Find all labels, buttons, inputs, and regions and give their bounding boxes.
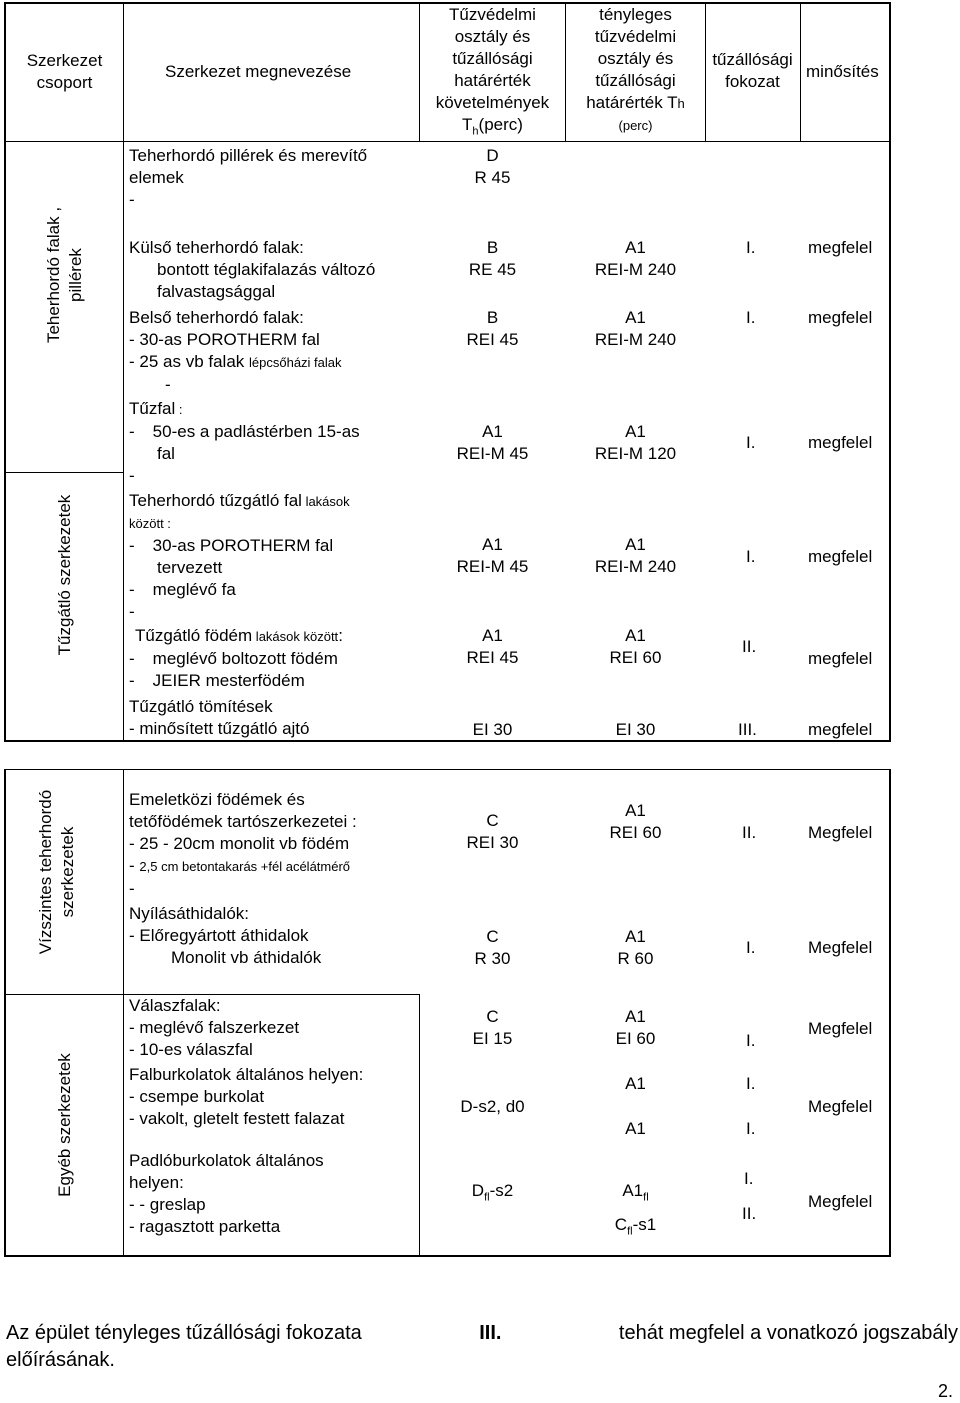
table2-border-bottom — [4, 1255, 891, 1257]
r6-grade: II. — [742, 637, 757, 656]
r10-grade: I. — [746, 1031, 756, 1050]
r1-required: D R 45 — [474, 146, 511, 187]
r3-grade: I. — [746, 308, 756, 327]
r11-required: D-s2, d0 — [460, 1097, 525, 1116]
r6-actual: A1 REI 60 — [609, 626, 662, 667]
r11-name: Falburkolatok általános helyen: - csempe burkolat - vakolt, gletelt festett falazat — [129, 1065, 364, 1128]
header-required: Tűzvédelmi osztály és tűzállósági határérték követelmények $T_h(perc)$ — [435, 5, 550, 138]
r7-actual: EI 30 — [615, 720, 656, 739]
r7-required: EI 30 — [472, 720, 513, 739]
r2-required: B RE 45 — [468, 238, 517, 279]
r7-grade: III. — [738, 720, 757, 739]
r11-actual-1: A1 — [625, 1074, 646, 1093]
r11-actual-2: A1 — [625, 1119, 646, 1138]
conclusion-paragraph: Az épület tényleges tűzállósági fokozata III. tehát megfelel a vonatkozó jogszabály előírásának. — [6, 1322, 958, 1371]
header-grade: tűzállósági fokozat — [712, 50, 793, 91]
r4-required: A1 REI-M 45 — [456, 422, 529, 463]
r3-required: B REI 45 — [466, 308, 519, 349]
r1-name: Teherhordó pillérek és merevítő elemek - — [129, 146, 368, 209]
header-group: Szerkezet csoport — [26, 51, 103, 92]
r12-grade-1: I. — [744, 1169, 754, 1188]
r5-required: A1 REI-M 45 — [456, 535, 529, 576]
r2-rating: megfelel — [808, 238, 873, 257]
r8-name: Emeletközi födémek és tetőfödémek tartószerkezetei : - 25 - 20cm monolit vb födém - 2,5 cm betontakarás +fél acélátmérő - — [129, 790, 357, 898]
r7-name: Tűzgátló tömítések - minősített tűzgátló ajtó — [129, 697, 310, 738]
r6-name: Tűzgátló födém lakások között: - meglévő boltozott födém - JEIER mesterfödém — [129, 626, 343, 690]
r2-name: Külső teherhordó falak: bontott téglakifalazás változó falvastagsággal — [129, 238, 376, 301]
table2-col-divider-1 — [123, 769, 124, 1257]
header-name: Szerkezet megnevezése — [165, 62, 352, 81]
r12-rating: Megfelel — [808, 1192, 873, 1211]
r5-name: Teherhordó tűzgátló fal lakások között : - 30-as POROTHERM fal tervezett - meglévő fa - — [129, 491, 350, 621]
table1-col-divider-1 — [123, 2, 124, 742]
r12-actual-2: $C_{fl}-s1$ — [614, 1215, 657, 1238]
r5-rating: megfelel — [808, 547, 873, 566]
table1-section-divider — [4, 472, 123, 473]
r9-grade: I. — [746, 938, 756, 957]
table1-border-left — [4, 2, 6, 742]
table1-border-right — [889, 2, 891, 742]
section-label-other-structures: Egyéb szerkezetek — [55, 1053, 74, 1197]
section-label-fire-barrier: Tűzgátló szerkezetek — [55, 494, 74, 656]
r10-name: Válaszfalak: - meglévő falszerkezet - 10-es válaszfal — [129, 996, 300, 1059]
r3-rating: megfelel — [808, 308, 873, 327]
r9-actual: A1 R 60 — [617, 927, 654, 968]
r5-actual: A1 REI-M 240 — [594, 535, 677, 576]
table2-border-left — [4, 769, 6, 1257]
r9-required: C R 30 — [474, 927, 511, 968]
section-label-bearing-walls: Teherhordó falak , pillérek — [44, 206, 85, 344]
r11-grade-2: I. — [746, 1119, 756, 1138]
r8-grade: II. — [742, 823, 757, 842]
r7-rating: megfelel — [808, 720, 873, 739]
r11-rating: Megfelel — [808, 1097, 873, 1116]
r4-rating: megfelel — [808, 433, 873, 452]
page-number: 2. — [938, 1381, 954, 1401]
r12-required: $D_{fl}-s2$ — [471, 1181, 514, 1204]
r5-grade: I. — [746, 547, 756, 566]
section-label-horizontal-structures: Vízszintes teherhordó szerkezetek — [36, 789, 77, 955]
r8-actual: A1 REI 60 — [609, 801, 662, 842]
header-actual: tényleges tűzvédelmi osztály és tűzállósági határérték Th (perc) — [586, 5, 685, 133]
r8-rating: Megfelel — [808, 823, 873, 842]
r9-rating: Megfelel — [808, 938, 873, 957]
r12-grade-2: II. — [742, 1204, 757, 1223]
r12-actual-1: $A1_{fl}$ — [622, 1181, 649, 1204]
r12-name: Padlóburkolatok általános helyen: - - greslap - ragasztott parketta — [129, 1151, 324, 1236]
r3-name: Belső teherhordó falak: - 30-as POROTHERM fal - 25 as vb falak lépcsőházi falak - — [129, 308, 342, 394]
r10-rating: Megfelel — [808, 1019, 873, 1038]
r10-actual: A1 EI 60 — [615, 1007, 656, 1048]
r4-grade: I. — [746, 433, 756, 452]
r4-actual: A1 REI-M 120 — [594, 422, 677, 463]
r10-required: C EI 15 — [472, 1007, 513, 1048]
table2-border-right — [889, 769, 891, 1257]
r2-grade: I. — [746, 238, 756, 257]
r9-name: Nyílásáthidalók: - Előregyártott áthidalok Monolit vb áthidalók — [129, 904, 322, 967]
r6-rating: megfelel — [808, 649, 873, 668]
r3-actual: A1 REI-M 240 — [594, 308, 677, 349]
r6-required: A1 REI 45 — [466, 626, 519, 667]
r8-required: C REI 30 — [466, 811, 519, 852]
r2-actual: A1 REI-M 240 — [594, 238, 677, 279]
r11-grade-1: I. — [746, 1074, 756, 1093]
header-rating: minősítés — [806, 62, 879, 81]
table2-border-top — [4, 769, 891, 770]
r4-name: Tűzfal : - 50-es a padlástérben 15-as fal - — [129, 399, 360, 485]
